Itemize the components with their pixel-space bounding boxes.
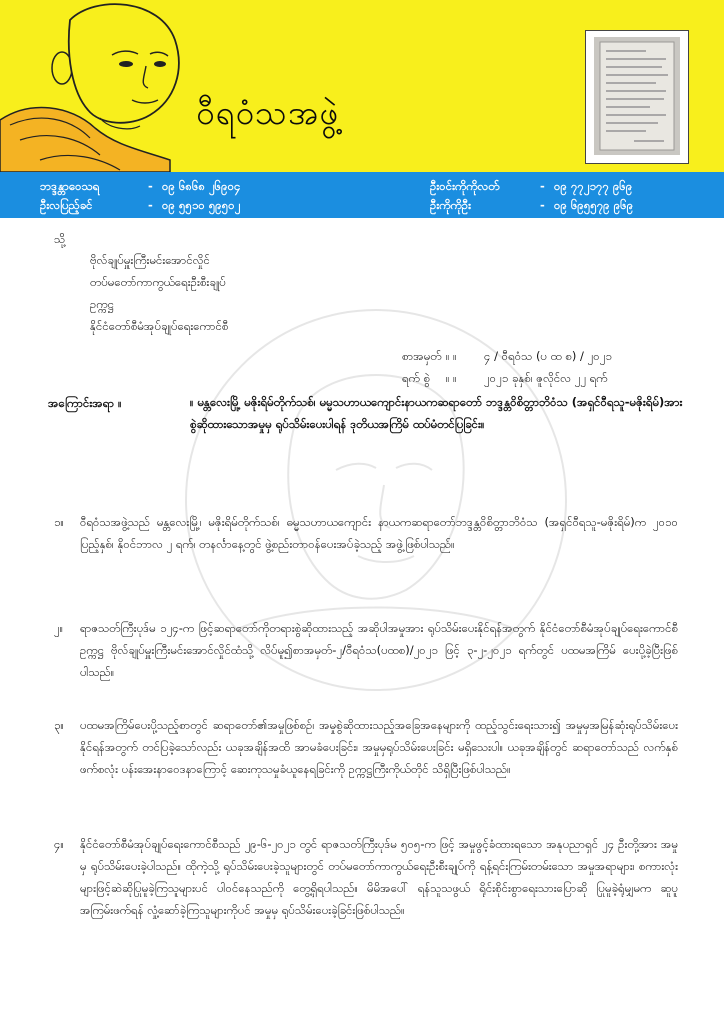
contact-phone: ၀၉ ၆၉၅၅၇၉ ၉၆၉	[554, 198, 634, 212]
paragraph-number: ၄။	[54, 837, 64, 851]
contact-separator: -	[148, 198, 153, 212]
recipient-line: ဥက္ကဋ္ဌ	[90, 297, 114, 311]
paragraph-text: နိုင်ငံတော်စီမံအုပ်ချုပ်ရေးကောင်စီသည် ၂၉-၆-၂၀၂၁ တွင် ရာဇသတ်ကြီးပုဒ်မ ၅၀၅-က ဖြင့် အမှုဖွင့်ခံထားရသော အနုပညာရှင် ၂၄ ဦးတို့အား အမှုမှ ရုပ်သိမ်းပေးခဲ့ပါသည်။ ထိုကဲ့သို့ ရုပ်သိမ်းပေးခဲ့သူများတွင် တပ်မတော်ကာကွယ်ရေးဦးစီးချုပ်ကို ရန့်ရင်းကြမ်းတမ်းသော အမှုအရာများ၊ စကားလုံးများဖြင့်ဆဲဆိုပြုမူခဲ့ကြသူများပင် ပါဝင်နေသည်ကို တွေ့ရှိရပါသည်။ မိမိအပေါ် ရန်သူသဖွယ် ရိုင်းစိုင်းစွာရေးသားပြောဆို ပြုမူခဲ့ရုံမျှမက ဆူပူအကြမ်းဖက်ရန် လှုံ့ဆော်ခဲ့ကြသူများကိုပင် အမှုမှ ရုပ်သိမ်းပေးခဲ့ခြင်းဖြစ်ပါသည်။	[80, 837, 678, 917]
monk-portrait-illustration	[0, 0, 200, 172]
paragraph-number: ၂။	[54, 621, 64, 635]
contact-phone: ၀၉ ၇၇၂၁၇၇ ၉၆၉	[554, 179, 633, 193]
contact-phone: ၀၉ ၆၈၆၈ ၂၆၉၀၄	[162, 179, 241, 193]
paragraph-text: ရာဇသတ်ကြီးပုဒ်မ ၁၂၄-က ဖြင့်ဆရာတော်ကိုတရားစွဲဆိုထားသည့် အဆိုပါအမှုအား ရုပ်သိမ်းပေးနိုင်ရန်အတွက် နိုင်ငံတော်စီမံအုပ်ချုပ်ရေးကောင်စီ ဥက္ကဋ္ဌ ဗိုလ်ချုပ်မှူးကြီးမင်းအောင်လှိုင်ထံသို့ လိပ်မူ၍စာအမှတ်-၂/ဝီရဝံသ(ပထစ)/၂၀၂၁ ဖြင့် ၃-၂-၂၀၂၁ ရက်တွင် ပထမအကြိမ် ပေးပို့ခဲ့ပြီးဖြစ်ပါသည်။	[80, 621, 678, 679]
contact-row	[0, 177, 724, 195]
handwritten-letter-graphic	[594, 37, 680, 155]
contact-bar	[0, 172, 724, 218]
contact-row	[0, 196, 724, 214]
paragraph-text: ပထမအကြိမ်ပေးပို့သည့်စာတွင် ဆရာတော်၏အမှုဖြစ်စဉ်၊ အမှုစွဲဆိုထားသည့်အခြေအနေများကို ထည့်သွင်းရေးသား၍ အမှုမှအမြန်ဆုံးရုပ်သိမ်းပေးနိုင်ရန်အတွက် တင်ပြခဲ့သော်လည်း ယခုအချိန်အထိ အာမခံပေးခြင်း၊ အမှုမှရုပ်သိမ်းပေးခြင်း မရှိသေးပါ။ ယခုအချိန်တွင် ဆရာတော်သည် လက်နှစ်ဖက်စလုံး ပန်းအေးနာဝေဒနာကြောင့် ဆေးကုသမှုခံယူနေရခြင်းကို ဥက္ကဋ္ဌကြီးကိုယ်တိုင် သိရှိပြီးဖြစ်ပါသည်။	[80, 718, 678, 776]
letterhead-banner	[0, 0, 724, 172]
organization-name: ဝီရဝံသအဖွဲ့	[196, 93, 340, 132]
contact-separator: -	[540, 198, 545, 212]
contact-name: ဦးကိုကိုဦး	[430, 198, 472, 212]
recipient-line: နိုင်ငံတော်စီမံအုပ်ချုပ်ရေးကောင်စီ	[90, 319, 229, 333]
paragraph-number: ၃။	[54, 718, 64, 732]
date-label: ရက် စွဲ	[402, 371, 430, 385]
letter-number-value: ၄ / ဝီရဝံသ (ပ ထ စ) / ၂၀၂၁	[484, 349, 612, 363]
contact-separator: -	[540, 179, 545, 193]
subject-text: ။ မန္တလေးမြို့ မဇိုးရိမ်တိုက်သစ်၊ မမ္မသဟာယကျောင်းနာယကဆရာတော် ဘဒ္ဒန္တဝိစိတ္တာဘိဝံသ (အရှင်ဝီရသူ-မဇိုးရိမ်)အား စွဲဆိုထားသောအမှုမှ ရုပ်သိမ်းပေးပါရန် ဒုတိယအကြိမ် ထပ်မံတင်ပြခြင်း။	[190, 395, 683, 431]
recipient-to: သို့	[54, 232, 66, 246]
paragraph-number: ၁။	[54, 515, 64, 529]
reference-separator: ။ ။	[446, 371, 457, 385]
contact-name: ဘဒ္ဒန္တာဝေသရ	[40, 179, 100, 193]
recipient-line: ဗိုလ်ချုပ်မှူးကြီးမင်းအောင်လှိုင်	[90, 253, 210, 267]
date-value: ၂၀၂၁ ခုနှစ်၊ ဇူလိုင်လ ၂၂ ရက်	[484, 371, 608, 385]
paragraph-text: ဝီရဝံသအဖွဲ့သည် မန္တလေးမြို့၊ မဇိုးရိမ်တိုက်သစ်၊ ဓမ္မသဟာယကျောင်း နာယကဆရာတော်ဘဒ္ဒန္တဝိစိတ္တာဘိဝံသ (အရှင်ဝီရသူ-မဇိုးရိမ်)က ၂၀၁၀ ပြည့်နှစ်၊ နိုဝင်ဘာလ ၂ ရက်၊ တနင်္လာနေ့တွင် ဖွဲ့စည်းတာဝန်ပေးအပ်ခဲ့သည့် အဖွဲ့ဖြစ်ပါသည်။	[80, 515, 678, 551]
contact-name: ဦးလပြည့်ခင်	[40, 198, 93, 212]
contact-phone: ၀၉ ၅၅၁၀ ၅၉၅၀၂	[162, 198, 241, 212]
contact-name: ဦးဝင်းကိုကိုလတ်	[430, 179, 500, 193]
letter-photo-image	[594, 37, 680, 155]
subject-label: အကြောင်းအရာ ။	[48, 396, 122, 410]
letter-number-label: စာအမှတ်	[402, 349, 442, 363]
contact-separator: -	[148, 179, 153, 193]
reference-separator: ။ ။	[446, 349, 457, 363]
recipient-line: တပ်မတော်ကာကွယ်ရေးဦးစီးချုပ်	[90, 275, 226, 289]
letter-photo-thumbnail	[585, 30, 689, 164]
